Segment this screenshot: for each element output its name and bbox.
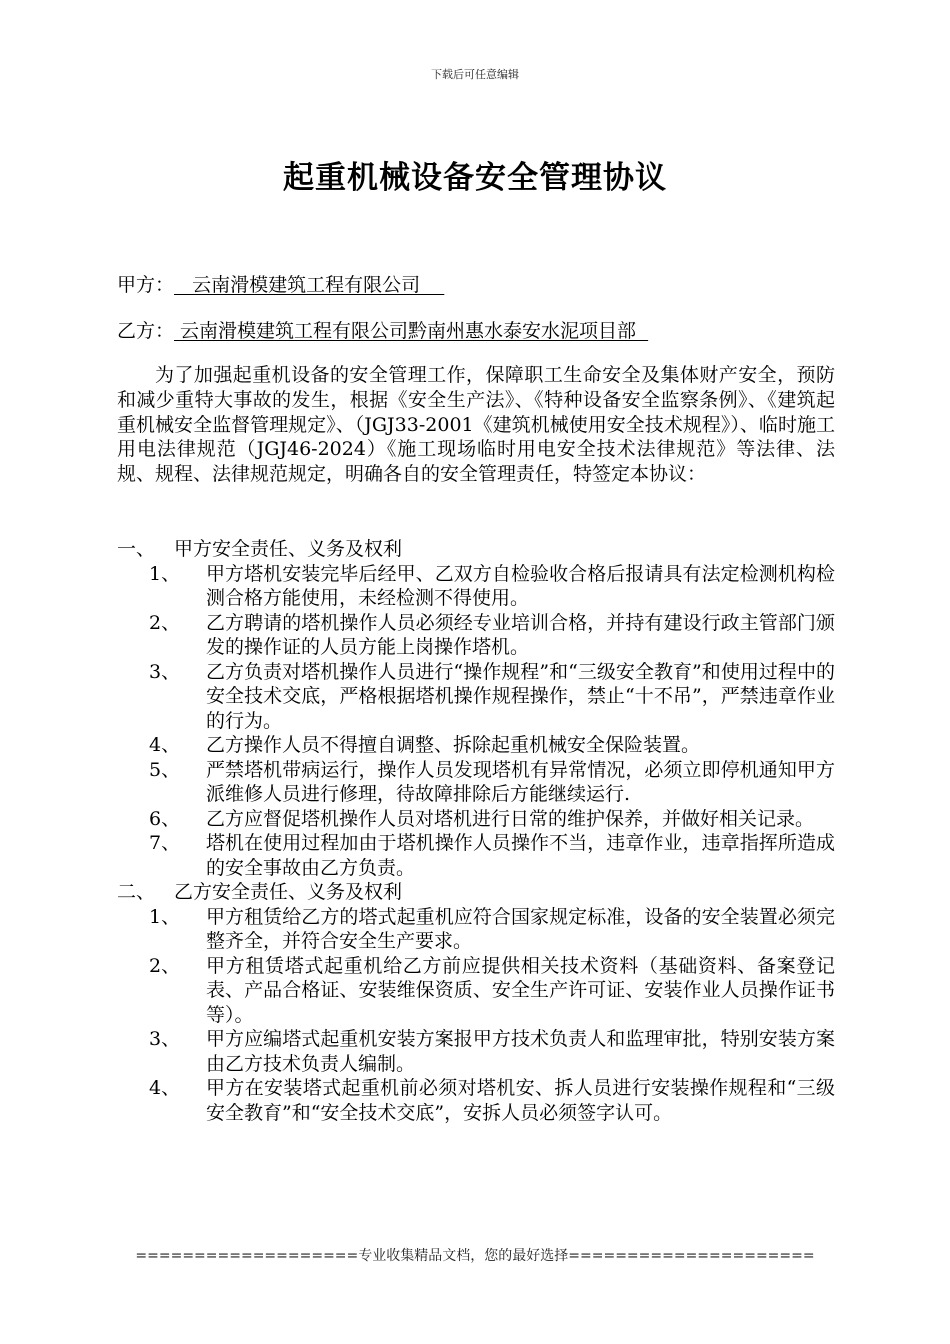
list-item	[117, 611, 835, 660]
item-number: 1、	[149, 905, 181, 928]
item-text: 严禁塔机带病运行，操作人员发现塔机有异常情况，必须立即停机通知甲方派维修人员进行修理，待故障排除后方能继续运行.	[206, 758, 835, 805]
party-a-line	[117, 270, 444, 297]
item-number: 2、	[149, 954, 181, 977]
party-b-label: 乙方：	[117, 320, 175, 342]
section-title: 乙方安全责任、义务及权利	[174, 881, 403, 903]
document-title: 起重机械设备安全管理协议	[283, 160, 667, 196]
list-item	[117, 758, 835, 807]
item-number: 5、	[149, 758, 181, 781]
list-item	[117, 660, 835, 734]
list-item	[117, 1027, 835, 1076]
item-number: 3、	[149, 660, 181, 683]
footer-banner: ===================专业收集精品文档，您的最好选择=====================	[135, 1248, 815, 1264]
section-heading	[117, 880, 835, 905]
item-text: 乙方负责对塔机操作人员进行“操作规程”和“三级安全教育”和使用过程中的安全技术交底，严格根据塔机操作规程操作，禁止“十不吊”，严禁违章作业的行为。	[206, 660, 835, 732]
list-item	[117, 831, 835, 880]
item-text: 乙方应督促塔机操作人员对塔机进行日常的维护保养，并做好相关记录。	[206, 807, 815, 830]
item-text: 塔机在使用过程加由于塔机操作人员操作不当，违章作业，违章指挥所造成的安全事故由乙方负责。	[206, 832, 835, 879]
header-note: 下载后可任意编辑	[431, 68, 519, 81]
item-text: 甲方塔机安装完毕后经甲、乙双方自检验收合格后报请具有法定检测机构检测合格方能使用，未经检测不得使用。	[206, 562, 835, 609]
item-number: 7、	[149, 832, 181, 854]
list-item	[117, 733, 835, 758]
list-item	[117, 954, 835, 1028]
section-number: 二、	[117, 881, 156, 903]
section-1	[117, 537, 835, 1125]
party-b-line	[117, 316, 648, 343]
item-number: 1、	[149, 562, 181, 585]
section-title: 甲方安全责任、义务及权利	[174, 538, 403, 560]
intro-paragraph: 为了加强起重机设备的安全管理工作，保障职工生命安全及集体财产安全，预防和减少重特大事故的发生，根据《安全生产法》、《特种设备安全监察条例》、《建筑起重机械安全监督管理规定》、（JGJ33-2001《建筑机械使用安全技术规程》）、临时施工用电法律规范（JGJ46-2024）《施工现场临时用电安全技术法律规范》等法律、法规、规程、法律规范规定，明确各自的安全管理责任，特签定本协议：	[117, 364, 835, 486]
item-text: 甲方租赁塔式起重机给乙方前应提供相关技术资料（基础资料、备案登记表、产品合格证、安装维保资质、安全生产许可证、安装作业人员操作证书等）。	[206, 954, 835, 1026]
item-text: 甲方在安装塔式起重机前必须对塔机安、拆人员进行安装操作规程和“三级安全教育”和“安全技术交底”，安拆人员必须签字认可。	[206, 1077, 835, 1124]
item-text: 甲方租赁给乙方的塔式起重机应符合国家规定标准，设备的安全装置必须完整齐全，并符合安全生产要求。	[206, 905, 835, 952]
item-number: 4、	[149, 734, 181, 756]
item-number: 4、	[149, 1077, 181, 1099]
list-item	[117, 562, 835, 611]
item-number: 3、	[149, 1028, 181, 1050]
list-item	[117, 1076, 835, 1125]
list-item	[117, 905, 835, 954]
list-item	[117, 807, 835, 832]
party-b-value: 云南滑模建筑工程有限公司黔南州惠水泰安水泥项目部	[174, 320, 649, 342]
party-a-value: 云南滑模建筑工程有限公司	[174, 274, 445, 296]
section-heading	[117, 537, 835, 562]
item-text: 乙方聘请的塔机操作人员必须经专业培训合格，并持有建设行政主管部门颁发的操作证的人员方能上岗操作塔机。	[206, 611, 835, 658]
section-number: 一、	[117, 538, 156, 560]
party-a-label: 甲方：	[117, 274, 175, 296]
item-number: 2、	[149, 611, 181, 634]
item-text: 乙方操作人员不得擅自调整、拆除起重机械安全保险装置。	[206, 734, 701, 756]
item-number: 6、	[149, 807, 181, 830]
item-text: 甲方应编塔式起重机安装方案报甲方技术负责人和监理审批，特别安装方案由乙方技术负责人编制。	[206, 1028, 835, 1075]
